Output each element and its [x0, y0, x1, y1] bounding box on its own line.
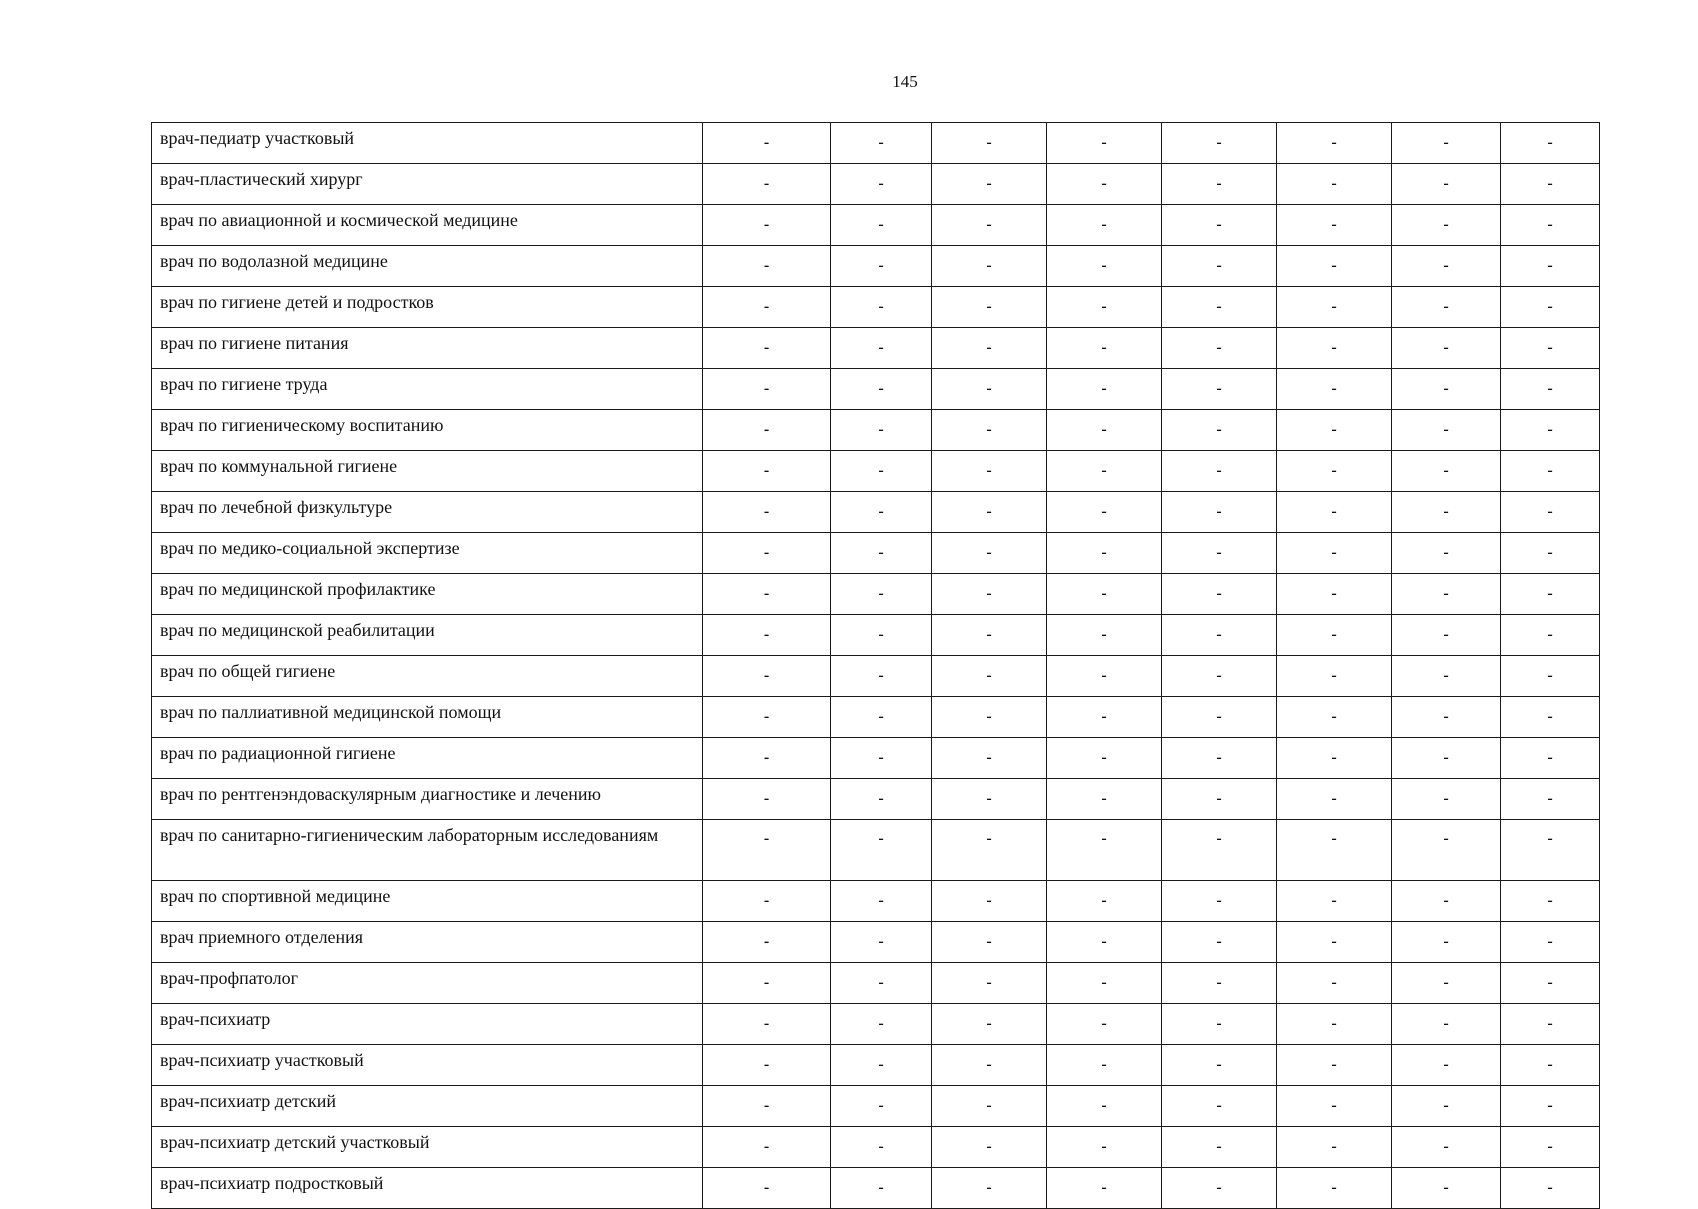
value-cell: -	[1277, 492, 1392, 533]
position-name-cell: врач по общей гигиене	[152, 656, 703, 697]
value-cell: -	[1047, 922, 1162, 963]
value-cell: -	[1162, 615, 1277, 656]
table-row	[152, 1127, 1600, 1168]
position-name-cell: врач по санитарно-гигиеническим лабораторным исследованиям	[152, 820, 703, 881]
value-cell: -	[1277, 328, 1392, 369]
value-cell: -	[1501, 1086, 1600, 1127]
position-name-cell: врач по радиационной гигиене	[152, 738, 703, 779]
position-name-cell: врач-педиатр участковый	[152, 123, 703, 164]
value-cell: -	[703, 410, 831, 451]
value-cell: -	[1277, 1168, 1392, 1209]
value-cell: -	[703, 328, 831, 369]
value-cell: -	[703, 738, 831, 779]
value-cell: -	[1392, 451, 1501, 492]
value-cell: -	[932, 656, 1047, 697]
position-name-cell: врач по гигиене детей и подростков	[152, 287, 703, 328]
value-cell: -	[932, 738, 1047, 779]
value-cell: -	[1162, 410, 1277, 451]
value-cell: -	[932, 533, 1047, 574]
value-cell: -	[1392, 492, 1501, 533]
value-cell: -	[1501, 738, 1600, 779]
value-cell: -	[831, 574, 932, 615]
value-cell: -	[1277, 922, 1392, 963]
value-cell: -	[831, 1086, 932, 1127]
table-row	[152, 451, 1600, 492]
table-row	[152, 881, 1600, 922]
value-cell: -	[1392, 1004, 1501, 1045]
value-cell: -	[932, 1127, 1047, 1168]
table-row	[152, 656, 1600, 697]
table-row	[152, 738, 1600, 779]
position-name-cell: врач по авиационной и космической медицине	[152, 205, 703, 246]
value-cell: -	[1047, 369, 1162, 410]
value-cell: -	[1047, 820, 1162, 881]
value-cell: -	[703, 963, 831, 1004]
value-cell: -	[1392, 328, 1501, 369]
value-cell: -	[1162, 533, 1277, 574]
position-name-cell: врач по лечебной физкультуре	[152, 492, 703, 533]
value-cell: -	[1392, 779, 1501, 820]
value-cell: -	[1501, 779, 1600, 820]
position-name-cell: врач по медицинской профилактике	[152, 574, 703, 615]
value-cell: -	[703, 656, 831, 697]
value-cell: -	[1047, 492, 1162, 533]
position-name-cell: врач-психиатр детский	[152, 1086, 703, 1127]
value-cell: -	[1047, 881, 1162, 922]
table-row	[152, 1168, 1600, 1209]
value-cell: -	[1501, 369, 1600, 410]
value-cell: -	[1047, 697, 1162, 738]
value-cell: -	[703, 369, 831, 410]
value-cell: -	[831, 963, 932, 1004]
value-cell: -	[831, 451, 932, 492]
value-cell: -	[1501, 656, 1600, 697]
table-row	[152, 963, 1600, 1004]
value-cell: -	[1047, 246, 1162, 287]
value-cell: -	[831, 615, 932, 656]
value-cell: -	[1501, 246, 1600, 287]
value-cell: -	[932, 451, 1047, 492]
value-cell: -	[1277, 881, 1392, 922]
table-row	[152, 574, 1600, 615]
value-cell: -	[1047, 574, 1162, 615]
value-cell: -	[703, 574, 831, 615]
value-cell: -	[1392, 1086, 1501, 1127]
value-cell: -	[1501, 410, 1600, 451]
value-cell: -	[1277, 1045, 1392, 1086]
value-cell: -	[1277, 574, 1392, 615]
value-cell: -	[1277, 164, 1392, 205]
position-name-cell: врач-психиатр участковый	[152, 1045, 703, 1086]
value-cell: -	[932, 1168, 1047, 1209]
value-cell: -	[1047, 533, 1162, 574]
value-cell: -	[1047, 451, 1162, 492]
value-cell: -	[1277, 738, 1392, 779]
value-cell: -	[831, 881, 932, 922]
value-cell: -	[1162, 738, 1277, 779]
value-cell: -	[1047, 1086, 1162, 1127]
value-cell: -	[932, 1045, 1047, 1086]
value-cell: -	[932, 697, 1047, 738]
value-cell: -	[1162, 1086, 1277, 1127]
table-row	[152, 205, 1600, 246]
value-cell: -	[1392, 1127, 1501, 1168]
position-name-cell: врач по спортивной медицине	[152, 881, 703, 922]
value-cell: -	[932, 881, 1047, 922]
table-row	[152, 287, 1600, 328]
position-name-cell: врач-психиатр детский участковый	[152, 1127, 703, 1168]
position-name-cell: врач приемного отделения	[152, 922, 703, 963]
value-cell: -	[831, 1168, 932, 1209]
value-cell: -	[1501, 1004, 1600, 1045]
value-cell: -	[831, 656, 932, 697]
value-cell: -	[1501, 205, 1600, 246]
value-cell: -	[831, 246, 932, 287]
value-cell: -	[1162, 820, 1277, 881]
table-row	[152, 1045, 1600, 1086]
position-name-cell: врач-профпатолог	[152, 963, 703, 1004]
value-cell: -	[831, 738, 932, 779]
value-cell: -	[1047, 410, 1162, 451]
value-cell: -	[1392, 369, 1501, 410]
table-row	[152, 820, 1600, 881]
value-cell: -	[1277, 287, 1392, 328]
value-cell: -	[1162, 1045, 1277, 1086]
value-cell: -	[932, 369, 1047, 410]
value-cell: -	[1392, 246, 1501, 287]
value-cell: -	[1277, 1004, 1392, 1045]
position-name-cell: врач по паллиативной медицинской помощи	[152, 697, 703, 738]
value-cell: -	[831, 533, 932, 574]
value-cell: -	[1392, 738, 1501, 779]
table-row	[152, 369, 1600, 410]
position-name-cell: врач-психиатр	[152, 1004, 703, 1045]
value-cell: -	[831, 287, 932, 328]
value-cell: -	[703, 451, 831, 492]
value-cell: -	[1501, 123, 1600, 164]
value-cell: -	[1162, 164, 1277, 205]
value-cell: -	[831, 369, 932, 410]
value-cell: -	[1501, 963, 1600, 1004]
value-cell: -	[1277, 615, 1392, 656]
value-cell: -	[703, 205, 831, 246]
table-row	[152, 615, 1600, 656]
value-cell: -	[1047, 615, 1162, 656]
value-cell: -	[831, 492, 932, 533]
value-cell: -	[831, 1004, 932, 1045]
value-cell: -	[932, 1004, 1047, 1045]
value-cell: -	[1047, 779, 1162, 820]
value-cell: -	[703, 287, 831, 328]
value-cell: -	[1162, 1127, 1277, 1168]
value-cell: -	[1047, 164, 1162, 205]
position-name-cell: врач по рентгенэндоваскулярным диагностике и лечению	[152, 779, 703, 820]
value-cell: -	[1501, 492, 1600, 533]
position-name-cell: врач-психиатр подростковый	[152, 1168, 703, 1209]
value-cell: -	[703, 615, 831, 656]
value-cell: -	[932, 328, 1047, 369]
value-cell: -	[703, 246, 831, 287]
value-cell: -	[703, 123, 831, 164]
value-cell: -	[932, 963, 1047, 1004]
position-name-cell: врач по водолазной медицине	[152, 246, 703, 287]
value-cell: -	[703, 533, 831, 574]
value-cell: -	[1162, 246, 1277, 287]
value-cell: -	[1162, 881, 1277, 922]
value-cell: -	[1501, 881, 1600, 922]
value-cell: -	[1501, 1127, 1600, 1168]
table-row	[152, 328, 1600, 369]
table-row	[152, 1004, 1600, 1045]
value-cell: -	[932, 820, 1047, 881]
value-cell: -	[1162, 1168, 1277, 1209]
value-cell: -	[1392, 656, 1501, 697]
value-cell: -	[1047, 656, 1162, 697]
value-cell: -	[1277, 205, 1392, 246]
position-name-cell: врач по коммунальной гигиене	[152, 451, 703, 492]
value-cell: -	[1392, 533, 1501, 574]
value-cell: -	[1277, 779, 1392, 820]
table-row	[152, 410, 1600, 451]
value-cell: -	[1047, 123, 1162, 164]
value-cell: -	[1501, 164, 1600, 205]
value-cell: -	[1392, 1168, 1501, 1209]
value-cell: -	[1277, 963, 1392, 1004]
value-cell: -	[703, 697, 831, 738]
value-cell: -	[1277, 410, 1392, 451]
value-cell: -	[1047, 328, 1162, 369]
value-cell: -	[1501, 451, 1600, 492]
value-cell: -	[1277, 1086, 1392, 1127]
value-cell: -	[1047, 963, 1162, 1004]
value-cell: -	[831, 164, 932, 205]
value-cell: -	[1162, 656, 1277, 697]
value-cell: -	[1392, 922, 1501, 963]
table-row	[152, 492, 1600, 533]
value-cell: -	[1162, 369, 1277, 410]
value-cell: -	[831, 410, 932, 451]
value-cell: -	[1392, 963, 1501, 1004]
value-cell: -	[1501, 328, 1600, 369]
value-cell: -	[1047, 1045, 1162, 1086]
value-cell: -	[1047, 1168, 1162, 1209]
value-cell: -	[831, 1045, 932, 1086]
value-cell: -	[1501, 615, 1600, 656]
value-cell: -	[703, 492, 831, 533]
value-cell: -	[1501, 574, 1600, 615]
value-cell: -	[1162, 328, 1277, 369]
value-cell: -	[1501, 922, 1600, 963]
value-cell: -	[932, 615, 1047, 656]
value-cell: -	[1392, 410, 1501, 451]
value-cell: -	[1162, 697, 1277, 738]
value-cell: -	[1162, 1004, 1277, 1045]
value-cell: -	[1277, 656, 1392, 697]
value-cell: -	[1162, 779, 1277, 820]
position-name-cell: врач по гигиене питания	[152, 328, 703, 369]
value-cell: -	[703, 922, 831, 963]
value-cell: -	[831, 1127, 932, 1168]
table-row	[152, 164, 1600, 205]
position-name-cell: врач по гигиене труда	[152, 369, 703, 410]
value-cell: -	[932, 922, 1047, 963]
value-cell: -	[1392, 881, 1501, 922]
value-cell: -	[932, 123, 1047, 164]
position-name-cell: врач-пластический хирург	[152, 164, 703, 205]
value-cell: -	[831, 922, 932, 963]
value-cell: -	[703, 779, 831, 820]
value-cell: -	[831, 123, 932, 164]
value-cell: -	[932, 410, 1047, 451]
value-cell: -	[932, 492, 1047, 533]
value-cell: -	[1162, 451, 1277, 492]
value-cell: -	[831, 205, 932, 246]
value-cell: -	[1162, 922, 1277, 963]
table-row	[152, 123, 1600, 164]
value-cell: -	[1277, 1127, 1392, 1168]
position-name-cell: врач по гигиеническому воспитанию	[152, 410, 703, 451]
value-cell: -	[703, 881, 831, 922]
value-cell: -	[1501, 533, 1600, 574]
value-cell: -	[1162, 492, 1277, 533]
value-cell: -	[932, 574, 1047, 615]
value-cell: -	[932, 164, 1047, 205]
value-cell: -	[932, 246, 1047, 287]
page-number: 145	[892, 72, 918, 91]
value-cell: -	[1501, 287, 1600, 328]
position-name-cell: врач по медицинской реабилитации	[152, 615, 703, 656]
value-cell: -	[1047, 1127, 1162, 1168]
value-cell: -	[831, 328, 932, 369]
value-cell: -	[1162, 287, 1277, 328]
value-cell: -	[1162, 123, 1277, 164]
table-row	[152, 922, 1600, 963]
value-cell: -	[932, 779, 1047, 820]
value-cell: -	[703, 1004, 831, 1045]
table-row	[152, 533, 1600, 574]
value-cell: -	[1501, 1045, 1600, 1086]
value-cell: -	[1392, 1045, 1501, 1086]
value-cell: -	[703, 1086, 831, 1127]
table-row	[152, 1086, 1600, 1127]
value-cell: -	[1392, 123, 1501, 164]
value-cell: -	[1392, 820, 1501, 881]
value-cell: -	[1162, 574, 1277, 615]
value-cell: -	[1392, 287, 1501, 328]
value-cell: -	[1501, 1168, 1600, 1209]
value-cell: -	[1392, 574, 1501, 615]
value-cell: -	[1392, 164, 1501, 205]
value-cell: -	[932, 287, 1047, 328]
value-cell: -	[1277, 123, 1392, 164]
value-cell: -	[1277, 369, 1392, 410]
value-cell: -	[703, 1127, 831, 1168]
value-cell: -	[1047, 287, 1162, 328]
value-cell: -	[703, 820, 831, 881]
positions-table	[151, 122, 1600, 1209]
value-cell: -	[1047, 205, 1162, 246]
value-cell: -	[1047, 738, 1162, 779]
value-cell: -	[703, 1168, 831, 1209]
value-cell: -	[1277, 697, 1392, 738]
value-cell: -	[932, 1086, 1047, 1127]
value-cell: -	[1392, 697, 1501, 738]
value-cell: -	[831, 697, 932, 738]
value-cell: -	[831, 820, 932, 881]
table-row	[152, 779, 1600, 820]
value-cell: -	[1277, 246, 1392, 287]
value-cell: -	[703, 1045, 831, 1086]
value-cell: -	[1277, 820, 1392, 881]
value-cell: -	[1162, 963, 1277, 1004]
value-cell: -	[1392, 615, 1501, 656]
value-cell: -	[1047, 1004, 1162, 1045]
value-cell: -	[1277, 451, 1392, 492]
table-body	[152, 123, 1600, 1209]
value-cell: -	[1277, 533, 1392, 574]
value-cell: -	[932, 205, 1047, 246]
value-cell: -	[831, 779, 932, 820]
value-cell: -	[1162, 205, 1277, 246]
value-cell: -	[1501, 820, 1600, 881]
table-row	[152, 246, 1600, 287]
value-cell: -	[703, 164, 831, 205]
value-cell: -	[1501, 697, 1600, 738]
table-row	[152, 697, 1600, 738]
position-name-cell: врач по медико-социальной экспертизе	[152, 533, 703, 574]
value-cell: -	[1392, 205, 1501, 246]
